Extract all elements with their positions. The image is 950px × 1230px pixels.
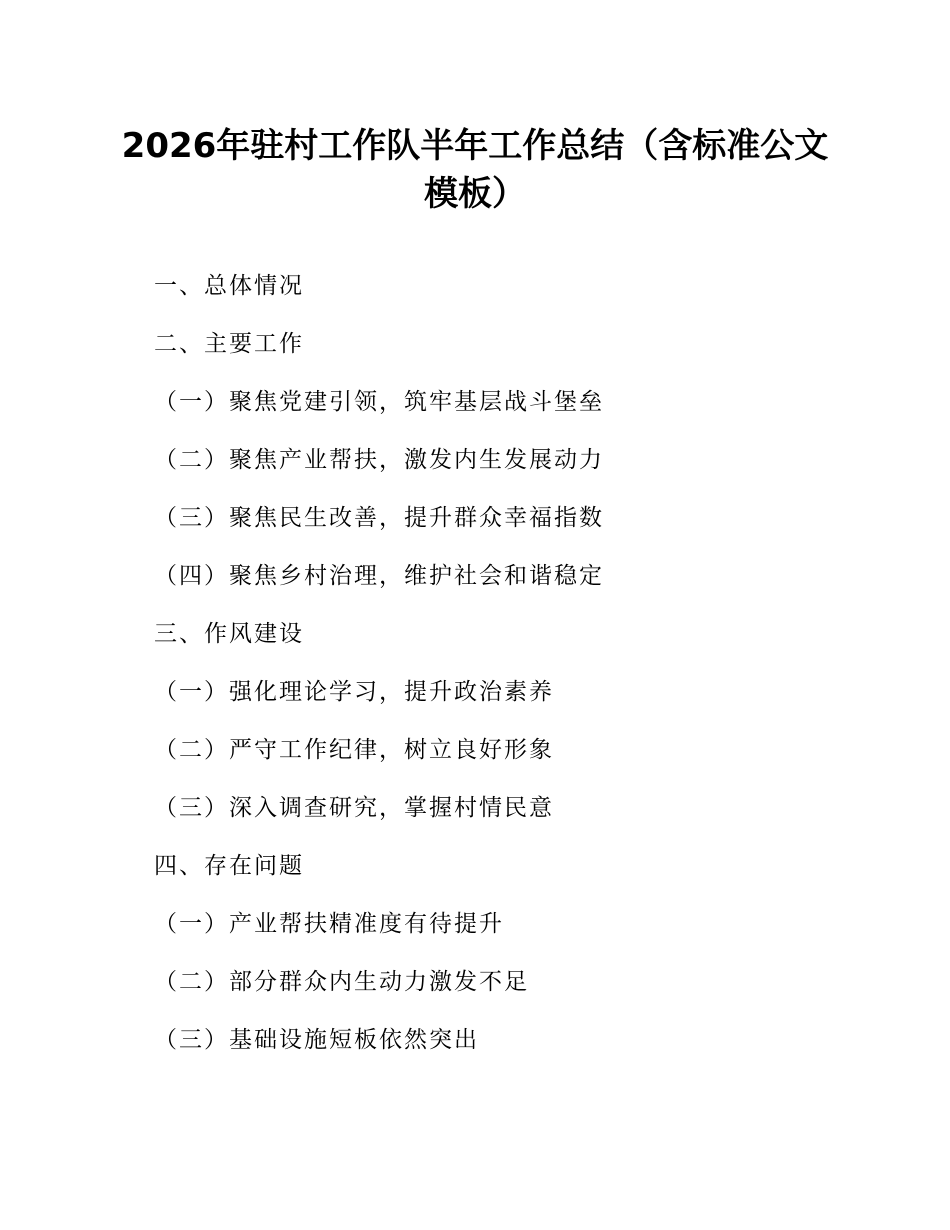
outline-heading-4: 四、存在问题 xyxy=(154,853,304,879)
outline-subheading: （四）聚焦乡村治理，维护社会和谐稳定 xyxy=(154,563,604,589)
outline-subheading: （二）聚焦产业帮扶，激发内生发展动力 xyxy=(154,447,604,473)
outline-list xyxy=(154,266,854,1078)
outline-subheading: （一）聚焦党建引领，筑牢基层战斗堡垒 xyxy=(154,389,604,415)
outline-heading-3: 三、作风建设 xyxy=(154,621,304,647)
outline-subheading: （一）强化理论学习，提升政治素养 xyxy=(154,679,554,705)
outline-subheading: （一）产业帮扶精准度有待提升 xyxy=(154,911,504,937)
outline-subheading: （三）深入调查研究，掌握村情民意 xyxy=(154,795,554,821)
outline-subheading: （三）基础设施短板依然突出 xyxy=(154,1027,479,1053)
outline-heading-2: 二、主要工作 xyxy=(154,331,304,357)
outline-subheading: （二）部分群众内生动力激发不足 xyxy=(154,969,529,995)
document-title: 2026年驻村工作队半年工作总结（含标准公文模板） xyxy=(121,126,829,214)
outline-subheading: （二）严守工作纪律，树立良好形象 xyxy=(154,737,554,763)
outline-heading-1: 一、总体情况 xyxy=(154,273,304,299)
outline-subheading: （三）聚焦民生改善，提升群众幸福指数 xyxy=(154,505,604,531)
